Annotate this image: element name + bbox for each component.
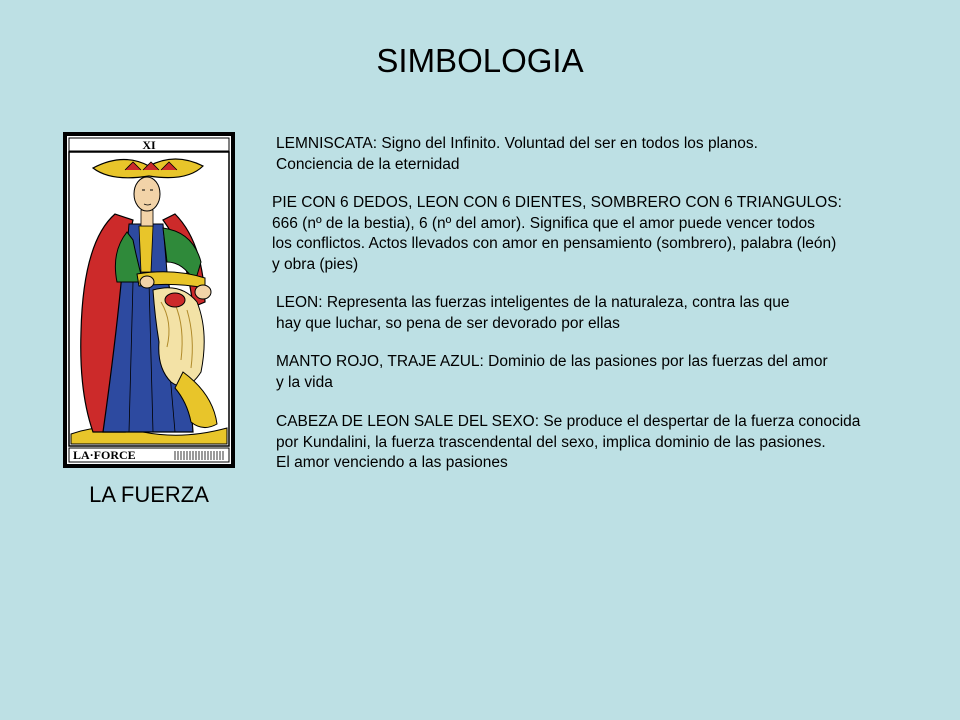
paragraph-six-symbols: PIE CON 6 DEDOS, LEON CON 6 DIENTES, SOMBRERO CON 6 TRIANGULOS: 666 (nº de la bestia), 6 (nº del amor). Significa que el amor puede vencer todos los conflictos. Actos llevados con amor en pensamiento (sombrero), palabra (león) y obra (pies) [272,194,842,273]
paragraph-manto-traje: MANTO ROJO, TRAJE AZUL: Dominio de las pasiones por las fuerzas del amor y la vida [276,353,828,391]
card-name: LA·FORCE [73,448,136,462]
tarot-card-strength [63,132,235,468]
card-caption: LA FUERZA [89,482,209,507]
paragraph-cabeza-leon: CABEZA DE LEON SALE DEL SEXO: Se produce el despertar de la fuerza conocida por Kundalini, la fuerza trascendental del sexo, implica dominio de las pasiones. El amor venciendo a las pasiones [276,413,861,471]
card-numeral: XI [142,138,156,152]
slide-title-text: SIMBOLOGIA [376,42,584,79]
tarot-card-illustration [63,132,235,468]
paragraph-leon: LEON: Representa las fuerzas inteligentes de la naturaleza, contra las que hay que luchar, so pena de ser devorado por ellas [276,294,790,332]
paragraph-lemniscata: LEMNISCATA: Signo del Infinito. Voluntad del ser en todos los planos. Conciencia de la eternidad [276,135,758,173]
slide-title [0,42,960,80]
